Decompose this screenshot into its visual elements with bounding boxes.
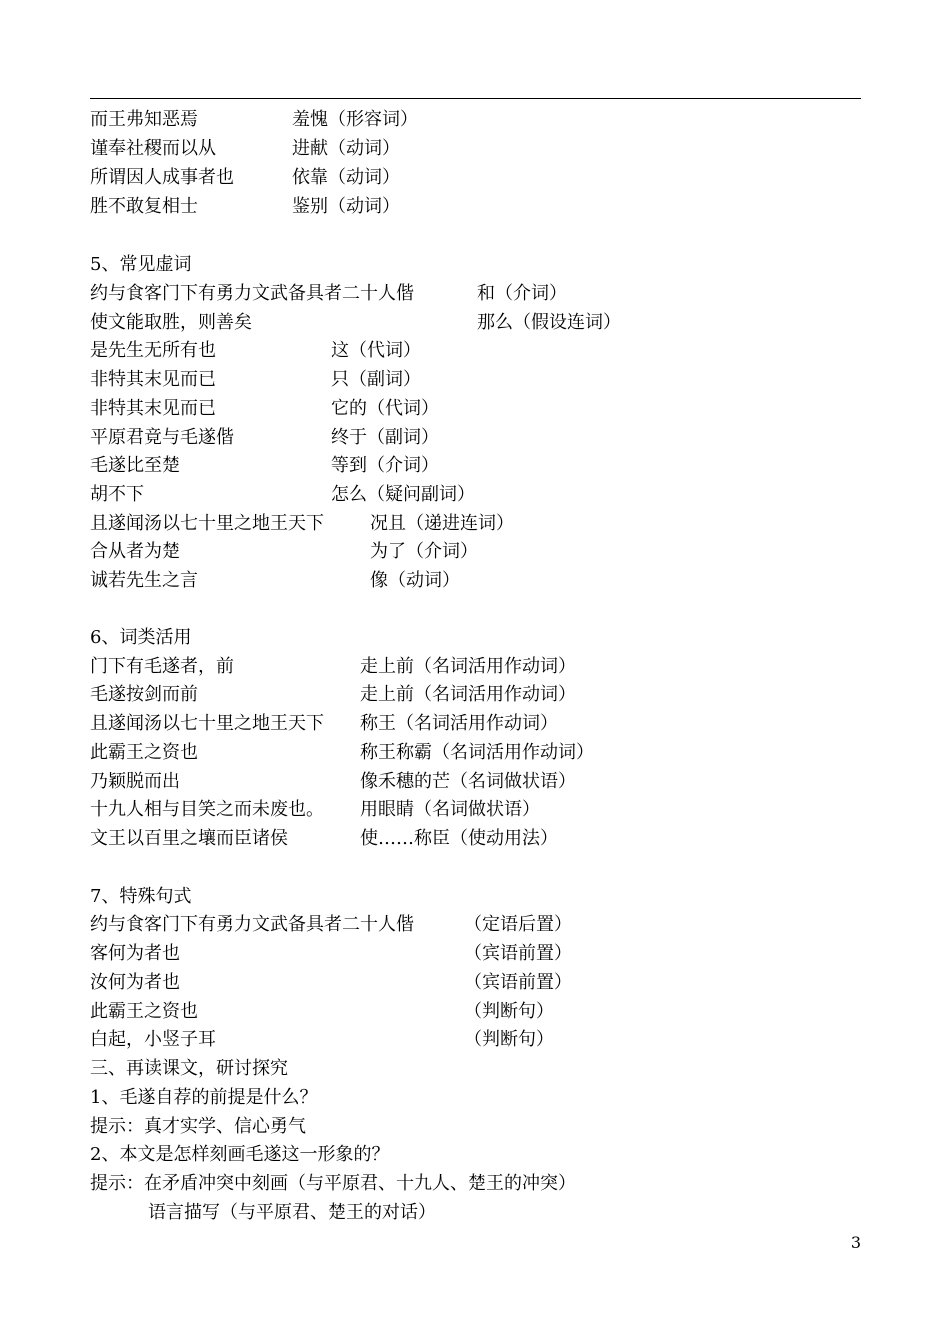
answer-continuation: 语言描写（与平原君、楚王的对话） [148, 1202, 436, 1223]
entry-phrase: 非特其末见而已 [90, 398, 216, 419]
entry-gloss: （定语后置） [464, 914, 572, 935]
section-heading: 6、词类活用 [90, 627, 192, 648]
entry-gloss: （判断句） [464, 1029, 554, 1050]
entry-gloss: 为了（介词） [370, 541, 478, 562]
entry-gloss: 羞愧（形容词） [292, 109, 418, 130]
entry-gloss: 怎么（疑问副词） [331, 484, 475, 505]
entry-phrase: 此霸王之资也 [90, 1001, 198, 1022]
entry-phrase: 合从者为楚 [90, 541, 180, 562]
answer: 提示：真才实学、信心勇气 [90, 1116, 306, 1137]
entry-gloss: 进献（动词） [292, 138, 400, 159]
entry-gloss: 终于（副词） [331, 427, 439, 448]
entry-gloss: 它的（代词） [331, 398, 439, 419]
question: 2、本文是怎样刻画毛遂这一形象的？ [90, 1144, 390, 1165]
entry-gloss: 走上前（名词活用作动词） [360, 656, 576, 677]
entry-phrase: 门下有毛遂者，前 [90, 656, 234, 677]
entry-phrase: 且遂闻汤以七十里之地王天下 [90, 513, 324, 534]
entry-phrase: 文王以百里之壤而臣诸侯 [90, 828, 288, 849]
section-heading: 三、再读课文，研讨探究 [90, 1058, 288, 1079]
section-heading: 7、特殊句式 [90, 886, 192, 907]
entry-phrase: 诚若先生之言 [90, 570, 198, 591]
page-number: 3 [850, 1233, 861, 1252]
entry-gloss: （宾语前置） [464, 972, 572, 993]
entry-gloss: 这（代词） [331, 340, 421, 361]
entry-phrase: 毛遂比至楚 [90, 455, 180, 476]
entry-phrase: 使文能取胜，则善矣 [90, 312, 252, 333]
entry-gloss: 像（动词） [370, 570, 460, 591]
entry-gloss: （宾语前置） [464, 943, 572, 964]
entry-phrase: 谨奉社稷而以从 [90, 138, 216, 159]
entry-phrase: 所谓因人成事者也 [90, 167, 234, 188]
entry-phrase: 胜不敢复相士 [90, 196, 198, 217]
header-rule [90, 98, 861, 99]
entry-phrase: 毛遂按剑而前 [90, 684, 198, 705]
entry-phrase: 是先生无所有也 [90, 340, 216, 361]
entry-phrase: 胡不下 [90, 484, 144, 505]
entry-phrase: 且遂闻汤以七十里之地王天下 [90, 713, 324, 734]
entry-gloss: 走上前（名词活用作动词） [360, 684, 576, 705]
answer: 提示：在矛盾冲突中刻画（与平原君、十九人、楚王的冲突） [90, 1173, 576, 1194]
entry-gloss: 鉴别（动词） [292, 196, 400, 217]
entry-gloss: 那么（假设连词） [477, 312, 621, 333]
entry-phrase: 约与食客门下有勇力文武备具者二十人偕 [90, 914, 414, 935]
question: 1、毛遂自荐的前提是什么？ [90, 1087, 318, 1108]
entry-gloss: 况且（递进连词） [370, 513, 514, 534]
entry-gloss: 等到（介词） [331, 455, 439, 476]
entry-gloss: 用眼睛（名词做状语） [360, 799, 540, 820]
entry-phrase: 汝何为者也 [90, 972, 180, 993]
entry-phrase: 白起，小竖子耳 [90, 1029, 216, 1050]
entry-phrase: 平原君竟与毛遂偕 [90, 427, 234, 448]
entry-phrase: 而王弗知恶焉 [90, 109, 198, 130]
entry-gloss: 称王称霸（名词活用作动词） [360, 742, 594, 763]
entry-gloss: 称王（名词活用作动词） [360, 713, 558, 734]
entry-phrase: 乃颖脱而出 [90, 771, 180, 792]
entry-phrase: 非特其末见而已 [90, 369, 216, 390]
entry-gloss: 依靠（动词） [292, 167, 400, 188]
entry-phrase: 约与食客门下有勇力文武备具者二十人偕 [90, 283, 414, 304]
entry-gloss: 像禾穗的芒（名词做状语） [360, 771, 576, 792]
entry-phrase: 此霸王之资也 [90, 742, 198, 763]
section-heading: 5、常见虚词 [90, 254, 192, 275]
entry-phrase: 十九人相与目笑之而未废也。 [90, 799, 324, 820]
entry-gloss: （判断句） [464, 1001, 554, 1022]
entry-phrase: 客何为者也 [90, 943, 180, 964]
entry-gloss: 只（副词） [331, 369, 421, 390]
entry-gloss: 和（介词） [477, 283, 567, 304]
entry-gloss: 使……称臣（使动用法） [360, 828, 558, 849]
